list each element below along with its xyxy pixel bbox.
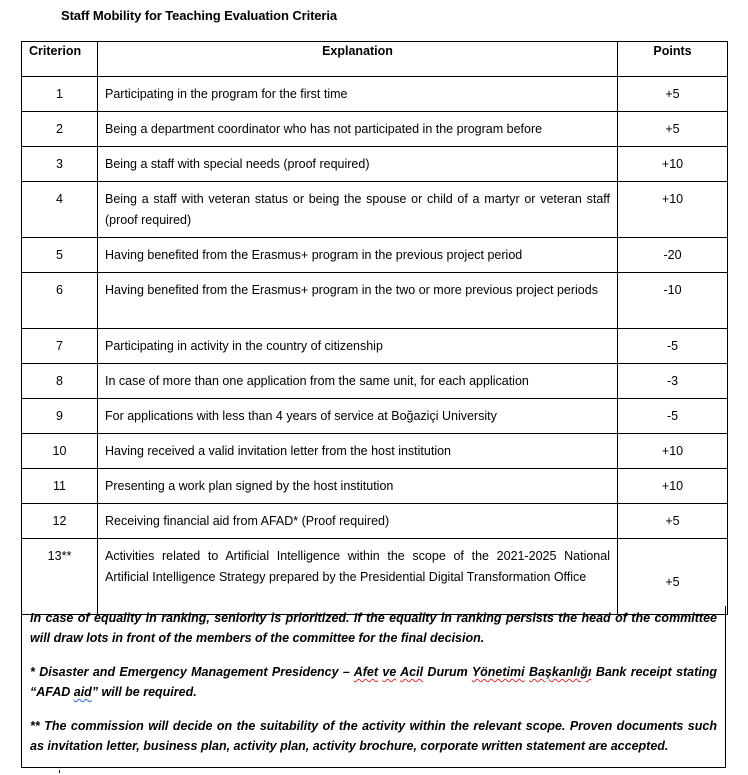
criteria-table [21, 41, 728, 615]
explanation-cell: In case of more than one application from the same unit, for each application [98, 364, 618, 399]
explanation-cell: Having received a valid invitation letter from the host institution [98, 434, 618, 469]
criterion-cell: 9 [22, 399, 98, 434]
ai-footnote: ** The commission will decide on the suitability of the activity within the relevant scope. Proven documents such as invitation letter, business plan, activity plan, activity brochure, corporate written statement are accepted. [30, 719, 717, 753]
table-row [22, 504, 728, 539]
table-row [22, 364, 728, 399]
criterion-cell: 2 [22, 112, 98, 147]
explanation-cell: Participating in the program for the first time [98, 77, 618, 112]
table-row [22, 77, 728, 112]
table-row [22, 469, 728, 504]
points-cell: +10 [618, 182, 728, 238]
points-cell: -10 [618, 273, 728, 329]
points-cell: +10 [618, 147, 728, 182]
spellcheck-word: ve [382, 665, 397, 679]
table-header-row [22, 42, 728, 77]
points-cell: +5 [618, 112, 728, 147]
explanation-cell: Being a department coordinator who has not participated in the program before [98, 112, 618, 147]
spellcheck-word: Afet [353, 665, 379, 679]
text-cursor-mark [59, 770, 60, 773]
points-cell: -5 [618, 399, 728, 434]
table-row [22, 112, 728, 147]
explanation-cell: Presenting a work plan signed by the host institution [98, 469, 618, 504]
spellcheck-word: Yönetimi [471, 665, 525, 679]
criterion-cell: 11 [22, 469, 98, 504]
points-cell: +5 [618, 539, 728, 615]
document-title: Staff Mobility for Teaching Evaluation Criteria [61, 8, 338, 23]
criterion-cell: 6 [22, 273, 98, 329]
table-row [22, 329, 728, 364]
criterion-cell: 5 [22, 238, 98, 273]
table-row [22, 539, 728, 615]
table-row [22, 147, 728, 182]
header-points: Points [618, 42, 728, 77]
grammar-check-word: aid [73, 685, 92, 699]
criterion-cell: 13** [22, 539, 98, 615]
explanation-cell: For applications with less than 4 years of service at Boğaziçi University [98, 399, 618, 434]
points-cell: +5 [618, 504, 728, 539]
explanation-cell: Receiving financial aid from AFAD* (Proof required) [98, 504, 618, 539]
explanation-cell: Activities related to Artificial Intelligence within the scope of the 2021-2025 National Artificial Intelligence Strategy prepared by the Presidential Digital Transformation Office [98, 539, 618, 615]
explanation-cell: Being a staff with special needs (proof required) [98, 147, 618, 182]
explanation-cell: Having benefited from the Erasmus+ program in the previous project period [98, 238, 618, 273]
afad-footnote: * Disaster and Emergency Management Presidency – Afet ve Acil Durum Yönetimi Başkanlığı Bank receipt stating “AFAD aid” will be required. [30, 665, 718, 699]
notes-box [21, 606, 726, 768]
criterion-cell: 4 [22, 182, 98, 238]
table-row [22, 273, 728, 329]
criterion-cell: 12 [22, 504, 98, 539]
criterion-cell: 7 [22, 329, 98, 364]
spellcheck-word: Acil [400, 665, 424, 679]
criterion-cell: 10 [22, 434, 98, 469]
table-row [22, 434, 728, 469]
spellcheck-word: Başkanlığı [528, 665, 592, 679]
header-explanation: Explanation [98, 42, 618, 77]
points-cell: -20 [618, 238, 728, 273]
explanation-cell: Having benefited from the Erasmus+ program in the two or more previous project periods [98, 273, 618, 329]
criterion-cell: 1 [22, 77, 98, 112]
equality-note: In case of equality in ranking, seniority is prioritized. If the equality in ranking persists the head of the committee will draw lots in front of the members of the committee for the final decision. [30, 611, 717, 645]
points-cell: +5 [618, 77, 728, 112]
table-row [22, 182, 728, 238]
points-cell: -3 [618, 364, 728, 399]
table-row [22, 238, 728, 273]
header-criterion: Criterion [22, 42, 98, 77]
explanation-cell: Being a staff with veteran status or being the spouse or child of a martyr or veteran staff (proof required) [98, 182, 618, 238]
table-row [22, 399, 728, 434]
points-cell: +10 [618, 469, 728, 504]
explanation-cell: Participating in activity in the country of citizenship [98, 329, 618, 364]
criterion-cell: 8 [22, 364, 98, 399]
points-cell: -5 [618, 329, 728, 364]
criterion-cell: 3 [22, 147, 98, 182]
points-cell: +10 [618, 434, 728, 469]
